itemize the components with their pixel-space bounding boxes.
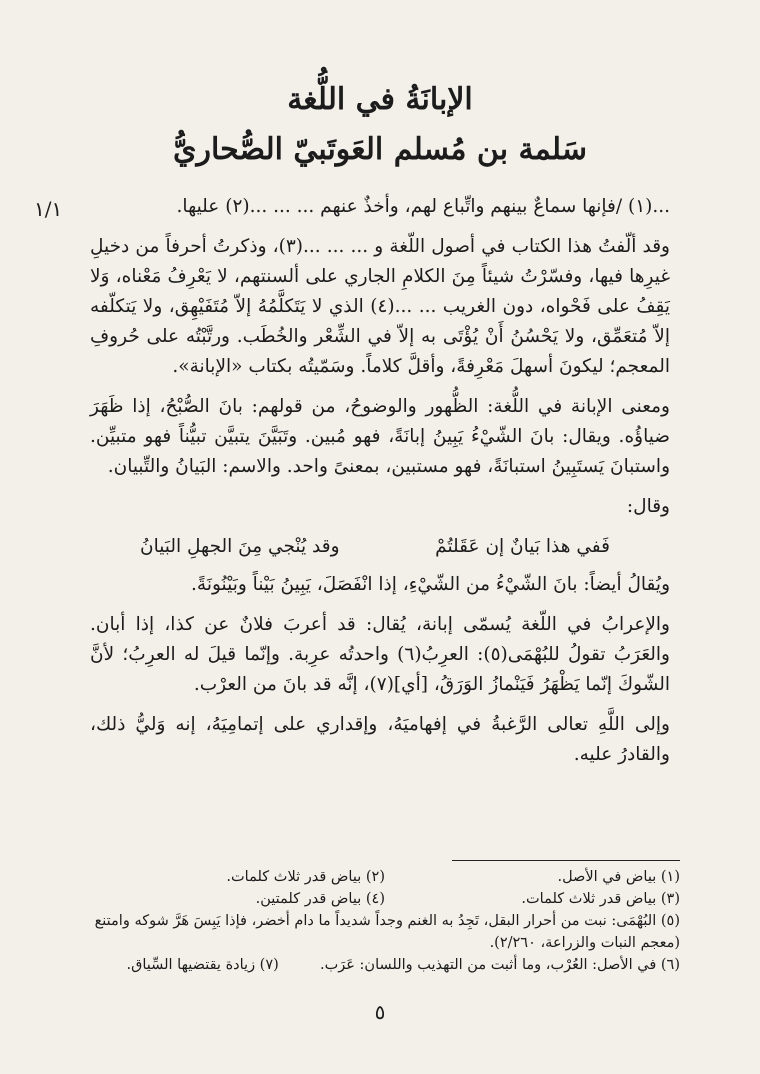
- footnote: (٣) بياض قدر ثلاث كلمات.: [521, 891, 680, 907]
- footnote: (١) بياض في الأصل.: [557, 869, 680, 885]
- verse-hemistich-2: وقد يُنْجي مِنَ الجهلِ البَيانُ: [140, 536, 340, 557]
- paragraph: ...(١) /فإنها سماعٌ بينهم واتِّباع لهم، وأخذٌ عنهم ... ... ...(٢) عليها.: [176, 196, 670, 217]
- paragraph: وقد ألّفتُ هذا الكتاب في أصول اللّغة و ... ... ...(٣)، وذكرتُ أحرفاً من دخيلِ غيرِها فيها، وفسّرْتُ شيئاً مِنَ الكلامِ الجاري على ألسنتهم، لا يَعْرِفُ مَعْناه، وَلا يَقِفُ على فَحْواه، دون الغريب ... ...(٤) الذي لا يَتَكلَّمُهُ إلاّ مُتَفَيْهِق، ولا يَتكلّفه إلاّ مُتعَمِّق، ولا يَحْسُنُ أَنْ يُؤْتَى به إلاّ في الشِّعْر والخُطَب. ورتَّبْتُه على حُروفِ المعجم؛ ليكونَ أسهلَ مَعْرِفةً، وأقلَّ كلاماً. وسَمّيتُه بكتاب «الإبانة».: [90, 236, 670, 377]
- footnote-separator: [452, 860, 680, 861]
- paragraph: والإعرابُ في اللّغة يُسمّى إبانة، يُقال: قد أعربَ فلانٌ عن كذا، إذا أبان. والعَرَبُ تقولُ للبُهْمَى(٥): العرِبُ(٦) واحدتُه عرِبة. وإنّما قيلَ له العرِبُ؛ لأنَّ الشّوكَ إنّما يَظْهَرُ فَيَنْمازُ الوَرَقُ، [أي](٧)، إنَّه قد بانَ من العرْب.: [90, 614, 670, 695]
- footnotes: [90, 866, 680, 976]
- paragraph: ومعنى الإبانة في اللُّغة: الظُّهور والوضوحُ، من قولهم: بانَ الصُّبْحُ، إذا ظَهَرَ ضياؤُه. ويقال: بانَ الشّيْءُ يَبِينُ إبانَةً، فهو مُبين. وتَبَيَّنَ يتبيَّن تبيُّناً فهو متبيِّن. واستبانَ يَستَبِينُ استبانَةً، فهو مستبين، بمعنىً واحد. والاسم: البَيانُ والتِّبيان.: [90, 396, 670, 477]
- verse-hemistich-1: فَفي هذا بَيانٌ إن عَقَلتُمْ: [435, 536, 610, 557]
- author-name: سَلمة بن مُسلم العَوتَبيّ الصُّحاريُّ: [172, 132, 587, 167]
- main-text: [90, 192, 670, 780]
- footnote: (٤) بياض قدر كلمتين.: [255, 891, 385, 907]
- poetry-verse: [140, 532, 610, 562]
- page-number: ٥: [374, 1000, 386, 1024]
- paragraph: وقال:: [626, 496, 670, 517]
- footnote: (٦) في الأصل: العُرْب، وما أثبت من التهذيب واللسان: عَرَب.: [320, 957, 680, 973]
- paragraph: ويُقالُ أيضاً: بانَ الشّيْءُ من الشّيْءِ، إذا انْفَصَلَ، يَبِينُ بَيْناً وبَيْنُونَةً.: [191, 574, 670, 595]
- manuscript-folio-ref: ١/١: [34, 197, 63, 221]
- footnote: (٥) البُهْمَى: نبت من أحرار البقل، تَجِدُ به الغنم وجداً شديداً ما دام أخضر، فإذا يَبِسَ هَرَّ شوكه وامتنع (معجم النبات والزراعة، ٢/٢٦٠).: [94, 913, 680, 951]
- footnote: (٧) زيادة يقتضيها السِّياق.: [126, 957, 279, 973]
- footnote: (٢) بياض قدر ثلاث كلمات.: [226, 869, 385, 885]
- paragraph: وإلى اللَّهِ تعالى الرَّغبةُ في إفهاميَهُ، وإقداري على إتمامِيَهُ، إنه وَليُّ ذلك، والقادرُ عليه.: [90, 714, 670, 765]
- chapter-title: الإبانَةُ في اللُّغة: [287, 82, 473, 117]
